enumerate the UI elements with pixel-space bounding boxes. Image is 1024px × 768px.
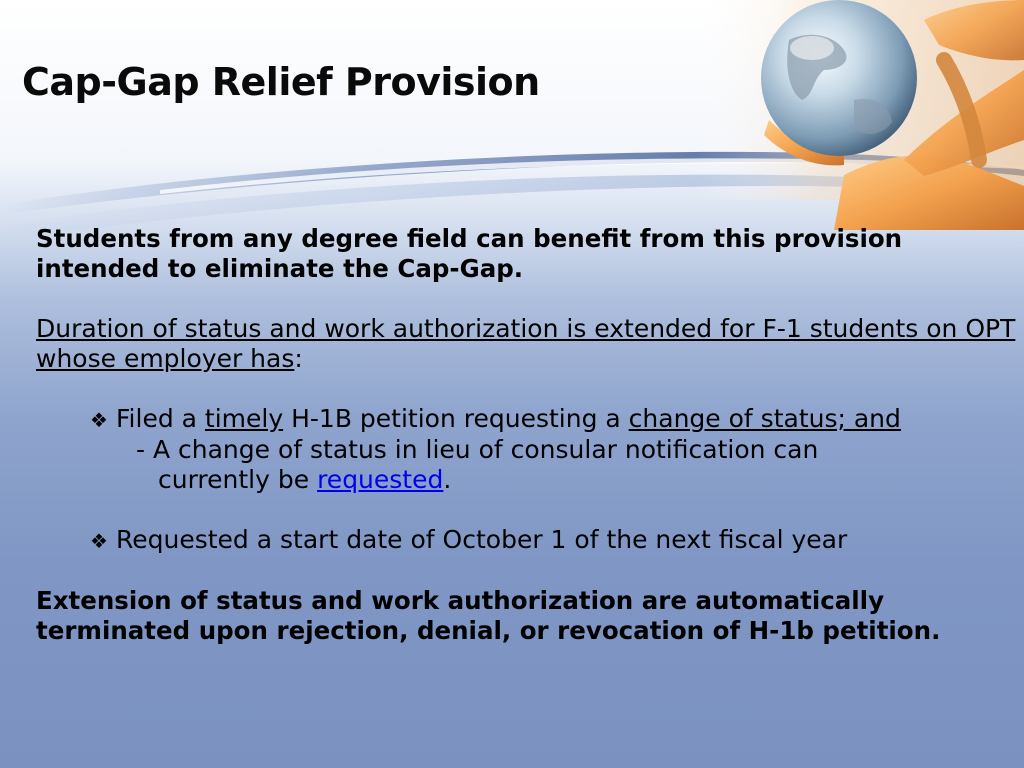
timely-text: timely <box>204 404 284 433</box>
sub-point-line-2 <box>158 465 1016 495</box>
bullet-start-date-text: Requested a start date of October 1 of the next fiscal year <box>116 525 848 554</box>
duration-paragraph <box>36 314 1016 374</box>
bullet-item-start-date <box>90 525 1016 556</box>
closing-paragraph: Extension of status and work authorization are automatically terminated upon rejection, denial, or revocation of H-1b petition. <box>36 586 941 645</box>
sub-point-line-1: - A change of status in lieu of consular notification can <box>136 435 819 464</box>
bullet-item-filed <box>90 404 1016 435</box>
slide-title: Cap-Gap Relief Provision <box>22 60 540 104</box>
sub-point-prefix: currently be <box>158 465 318 494</box>
sub-point-period: . <box>443 465 452 494</box>
change-of-status-text: change of status; and <box>628 404 901 433</box>
duration-colon: : <box>294 344 303 373</box>
slide-body <box>36 224 1016 646</box>
diamond-bullet-icon: ❖ <box>90 529 108 553</box>
requested-link[interactable]: requested <box>317 465 444 494</box>
diamond-bullet-icon: ❖ <box>90 408 108 432</box>
bullet-filed-middle: H-1B petition requesting a <box>283 404 629 433</box>
bullet-filed-prefix: Filed a <box>116 404 205 433</box>
hand-holding-globe-image <box>694 0 1024 230</box>
duration-underlined-text: Duration of status and work authorization is extended for F-1 students on OPT whose employer has <box>36 314 1016 373</box>
intro-paragraph: Students from any degree field can benefit from this provision intended to eliminate the Cap-Gap. <box>36 224 903 283</box>
